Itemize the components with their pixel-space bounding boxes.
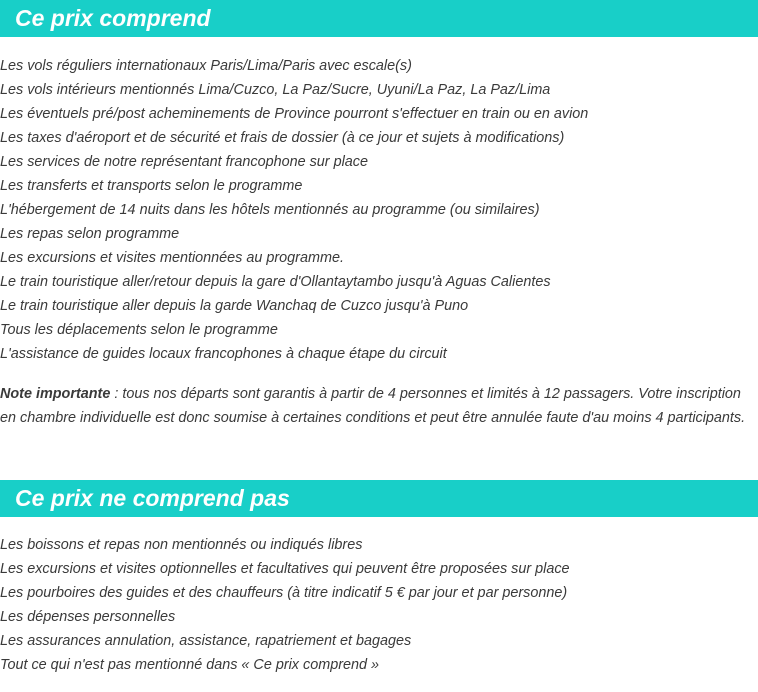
excluded-item: Les dépenses personnelles [0, 609, 176, 625]
included-item: L'hébergement de 14 nuits dans les hôtels mentionnés au programme (ou similaires) [0, 202, 540, 218]
included-item: Les excursions et visites mentionnées au programme. [0, 250, 344, 266]
included-item: Les services de notre représentant francophone sur place [0, 154, 368, 170]
included-item: Les vols intérieurs mentionnés Lima/Cuzco, La Paz/Sucre, Uyuni/La Paz, La Paz/Lima [0, 82, 551, 98]
included-item: L'assistance de guides locaux francophones à chaque étape du circuit [0, 346, 447, 362]
included-item: Les repas selon programme [0, 226, 180, 242]
excluded-item: Les boissons et repas non mentionnés ou indiqués libres [0, 537, 363, 553]
included-item: Les taxes d'aéroport et de sécurité et frais de dossier (à ce jour et sujets à modifications) [0, 130, 565, 146]
included-section-title: Ce prix comprend [15, 5, 211, 31]
excluded-item: Tout ce qui n'est pas mentionné dans « Ce prix comprend » [0, 657, 379, 673]
important-note [0, 382, 752, 430]
important-note-text: : tous nos départs sont garantis à partir de 4 personnes et limités à 12 passagers. Votre inscription en chambre individuelle est donc soumise à certaines conditions et peut être annulée faute d'au moins 4 participants. [0, 386, 746, 426]
excluded-section-header [0, 480, 758, 517]
included-items-list [0, 54, 758, 366]
excluded-item: Les pourboires des guides et des chauffeurs (à titre indicatif 5 € par jour et par personne) [0, 585, 568, 601]
included-item: Les vols réguliers internationaux Paris/Lima/Paris avec escale(s) [0, 58, 412, 74]
included-section-header [0, 0, 758, 37]
excluded-items-list [0, 533, 758, 677]
included-item: Les éventuels pré/post acheminements de Province pourront s'effectuer en train ou en avion [0, 106, 589, 122]
important-note-label: Note importante [0, 386, 111, 402]
excluded-item: Les excursions et visites optionnelles et facultatives qui peuvent être proposées sur place [0, 561, 570, 577]
included-item: Les transferts et transports selon le programme [0, 178, 303, 194]
included-item: Le train touristique aller depuis la garde Wanchaq de Cuzco jusqu'à Puno [0, 298, 469, 314]
excluded-section-title: Ce prix ne comprend pas [15, 485, 290, 511]
included-item: Le train touristique aller/retour depuis la gare d'Ollantaytambo jusqu'à Aguas Calientes [0, 274, 551, 290]
excluded-item: Les assurances annulation, assistance, rapatriement et bagages [0, 633, 412, 649]
included-item: Tous les déplacements selon le programme [0, 322, 278, 338]
